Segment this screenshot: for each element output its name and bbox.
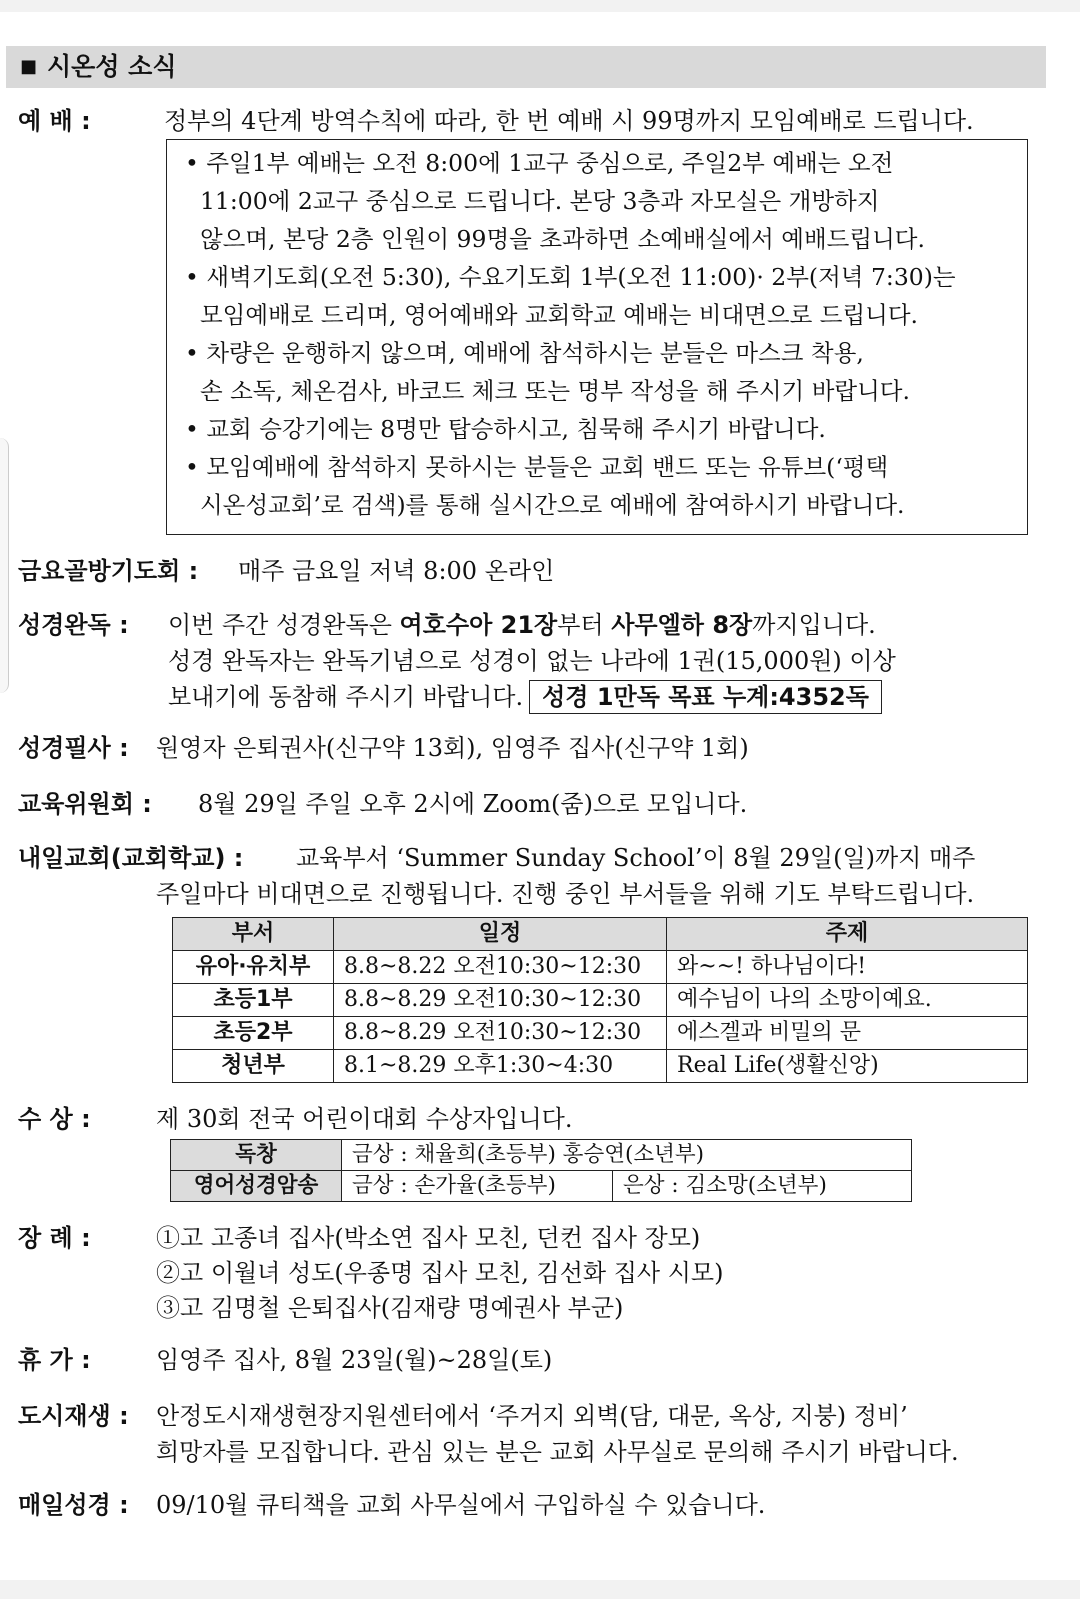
bible-copy-text: 원영자 은퇴권사(신구약 13회), 임영주 집사(신구약 1회): [156, 734, 749, 762]
bible-reading-line3: 보내기에 동참해 주시기 바랍니다. 성경 1만독 목표 누계:4352독: [168, 679, 882, 715]
award-table: [170, 1139, 912, 1202]
notice-line: • 새벽기도회(오전 5:30), 수요기도회 1부(오전 11:00)· 2부(저녁 7:30)는: [185, 263, 956, 291]
notice-line: • 모임예배에 참석하지 못하시는 분들은 교회 밴드 또는 유튜브(‘평택: [185, 453, 889, 481]
award-category: 영어성경암송: [171, 1171, 342, 1202]
daily-bible-label: 매일성경 :: [18, 1491, 129, 1519]
education-label: 교육위원회 :: [18, 790, 152, 818]
bible-copy-label: 성경필사 :: [18, 734, 129, 762]
bible-reading-line1: 이번 주간 성경완독은 여호수아 21장부터 사무엘하 8장까지입니다.: [168, 611, 876, 639]
notice-line: • 교회 승강기에는 8명만 탑승하시고, 침묵해 주시기 바랍니다.: [185, 415, 826, 443]
section-title: 시온성 소식: [47, 52, 177, 81]
award-label: 수 상 :: [18, 1105, 91, 1133]
dept-cell: 초등1부: [173, 984, 334, 1017]
worship-text: 정부의 4단계 방역수칙에 따라, 한 번 예배 시 99명까지 모임예배로 드립니다.: [164, 107, 974, 135]
notice-line: 시온성교회’로 검색)를 통해 실시간으로 예배에 참여하시기 바랍니다.: [185, 491, 905, 519]
schedule-cell: 8.8~8.29 오전10:30~12:30: [334, 984, 667, 1017]
bible-goal-badge: 성경 1만독 목표 누계:4352독: [529, 680, 882, 714]
table-row: [173, 1017, 1028, 1050]
friday-label: 금요골방기도회 :: [18, 557, 199, 585]
dept-cell: 유아·유치부: [173, 951, 334, 984]
scroll-edge: [0, 438, 9, 693]
header-schedule: 일정: [334, 918, 667, 951]
bible-reading-end: 사무엘하 8장: [611, 611, 753, 639]
square-bullet-icon: ■: [20, 56, 38, 77]
header-theme: 주제: [667, 918, 1028, 951]
school-schedule-table: [172, 917, 1028, 1083]
table-row: [171, 1140, 912, 1171]
theme-cell: Real Life(생활신앙): [667, 1050, 1028, 1083]
vacation-text: 임영주 집사, 8월 23일(월)~28일(토): [156, 1346, 553, 1374]
award-winners: 금상 : 손가율(초등부): [342, 1171, 613, 1202]
worship-notice-box: [166, 139, 1028, 535]
table-row: [173, 984, 1028, 1017]
notice-line: 11:00에 2교구 중심으로 드립니다. 본당 3층과 자모실은 개방하지: [185, 187, 880, 215]
theme-cell: 예수님이 나의 소망이예요.: [667, 984, 1028, 1017]
table-row: [173, 951, 1028, 984]
schedule-cell: 8.1~8.29 오후1:30~4:30: [334, 1050, 667, 1083]
funeral-label: 장 례 :: [18, 1224, 91, 1252]
table-row: [171, 1171, 912, 1202]
notice-line: • 차량은 운행하지 않으며, 예배에 참석하시는 분들은 마스크 착용,: [185, 339, 864, 367]
award-category: 독창: [171, 1140, 342, 1171]
schedule-cell: 8.8~8.29 오전10:30~12:30: [334, 1017, 667, 1050]
theme-cell: 와~~! 하나님이다!: [667, 951, 1028, 984]
tomorrow-church-line1: 교육부서 ‘Summer Sunday School’이 8월 29일(일)까지 매주: [296, 844, 976, 872]
urban-renewal-line1: 안정도시재생현장지원센터에서 ‘주거지 외벽(담, 대문, 옥상, 지붕) 정비’: [156, 1402, 908, 1430]
award-winners: 금상 : 채율희(초등부) 홍승연(소년부): [342, 1140, 912, 1171]
award-winners: 은상 : 김소망(소년부): [613, 1171, 912, 1202]
bible-reading-line2: 성경 완독자는 완독기념으로 성경이 없는 나라에 1권(15,000원) 이상: [168, 647, 896, 675]
tomorrow-church-line2: 주일마다 비대면으로 진행됩니다. 진행 중인 부서들을 위해 기도 부탁드립니다.: [156, 880, 975, 908]
education-text: 8월 29일 주일 오후 2시에 Zoom(줌)으로 모입니다.: [198, 790, 748, 818]
bible-reading-label: 성경완독 :: [18, 611, 129, 639]
vacation-label: 휴 가 :: [18, 1346, 91, 1374]
friday-text: 매주 금요일 저녁 8:00 온라인: [238, 557, 555, 585]
notice-line: • 주일1부 예배는 오전 8:00에 1교구 중심으로, 주일2부 예배는 오전: [185, 149, 894, 177]
notice-line: 손 소독, 체온검사, 바코드 체크 또는 명부 작성을 해 주시기 바랍니다.: [185, 377, 910, 405]
worship-label: 예 배 :: [18, 107, 91, 135]
funeral-line: ①고 고종녀 집사(박소연 집사 모친, 던컨 집사 장모): [156, 1224, 701, 1252]
urban-renewal-line2: 희망자를 모집합니다. 관심 있는 분은 교회 사무실로 문의해 주시기 바랍니다.: [156, 1438, 959, 1466]
award-text: 제 30회 전국 어린이대회 수상자입니다.: [156, 1105, 573, 1133]
funeral-line: ②고 이월녀 성도(우종명 집사 모친, 김선화 집사 시모): [156, 1259, 724, 1287]
tomorrow-church-label: 내일교회(교회학교) :: [18, 844, 244, 872]
section-header: [6, 46, 1046, 88]
funeral-line: ③고 김명철 은퇴집사(김재량 명예권사 부군): [156, 1294, 624, 1322]
header-dept: 부서: [173, 918, 334, 951]
dept-cell: 청년부: [173, 1050, 334, 1083]
theme-cell: 에스겔과 비밀의 문: [667, 1017, 1028, 1050]
urban-renewal-label: 도시재생 :: [18, 1402, 129, 1430]
daily-bible-text: 09/10월 큐티책을 교회 사무실에서 구입하실 수 있습니다.: [156, 1491, 766, 1519]
bible-reading-start: 여호수아 21장: [399, 611, 558, 639]
notice-line: 않으며, 본당 2층 인원이 99명을 초과하면 소예배실에서 예배드립니다.: [185, 225, 925, 253]
table-row: [173, 1050, 1028, 1083]
schedule-cell: 8.8~8.22 오전10:30~12:30: [334, 951, 667, 984]
notice-line: 모임예배로 드리며, 영어예배와 교회학교 예배는 비대면으로 드립니다.: [185, 301, 919, 329]
table-header-row: [173, 918, 1028, 951]
dept-cell: 초등2부: [173, 1017, 334, 1050]
